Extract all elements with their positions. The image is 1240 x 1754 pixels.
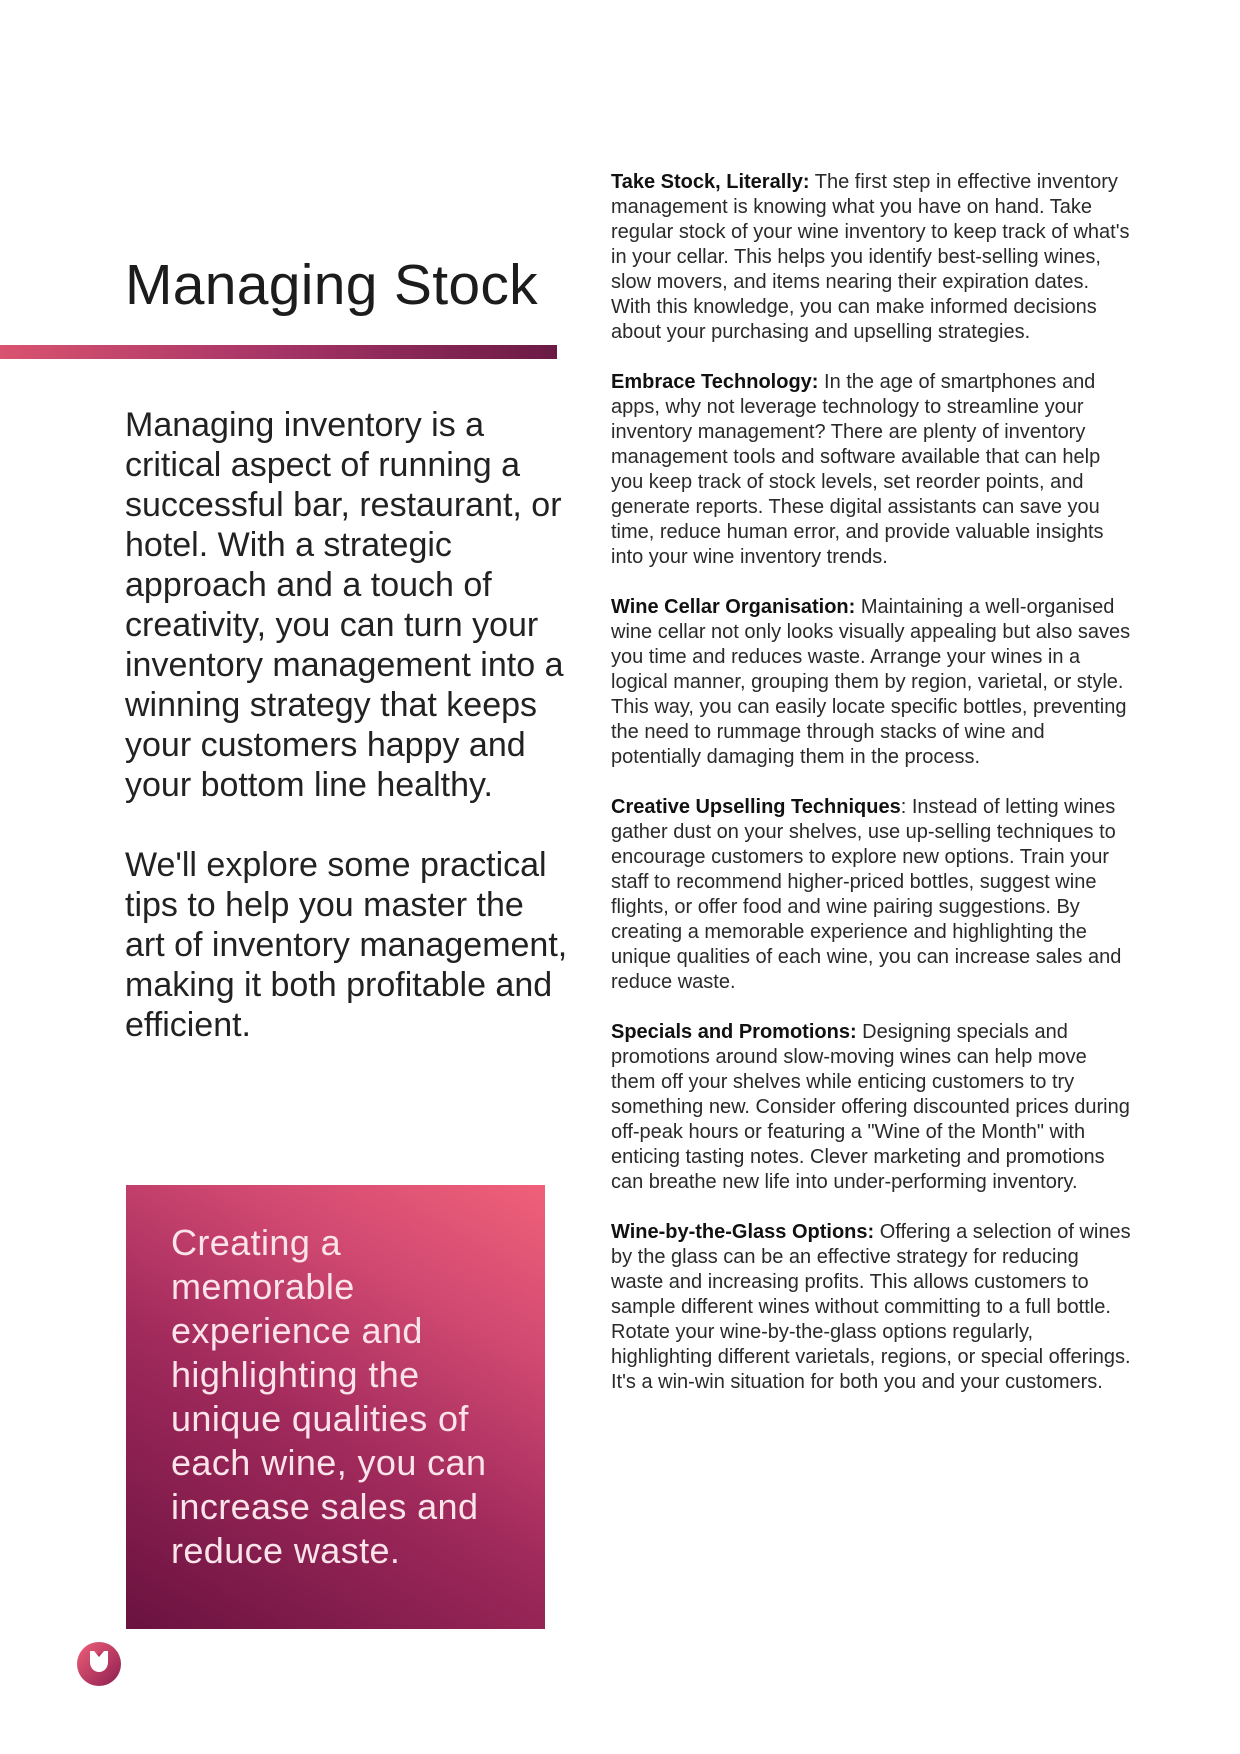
tip-section-technology (611, 370, 1131, 570)
intro-paragraph: We'll explore some practical tips to help you master the art of inventory management, making it both profitable and efficient. (125, 846, 568, 1044)
tip-section-by-the-glass (611, 1220, 1131, 1395)
tip-heading: Wine Cellar Organisation: (611, 596, 856, 618)
tip-body: Offering a selection of wines by the glass can be an effective strategy for reducing waste and increasing profits. This allows customers to sample different wines without committing to a full bottle. Rotate your wine-by-the-glass options regularly, highlighting different varietals, regions, or special offerings. It's a win-win situation for both you and your customers. (611, 1221, 1131, 1393)
title-underline-bar (0, 345, 557, 359)
tip-section-cellar-organisation (611, 595, 1131, 770)
tip-body: Designing specials and promotions around slow-moving wines can help move them off your shelves while enticing customers to try something new. Consider offering discounted prices during off-peak hours or featuring a "Wine of the Month" with enticing tasting notes. Clever marketing and promotions can breathe new life into under-performing inventory. (611, 1021, 1130, 1193)
tip-heading: Embrace Technology: (611, 371, 819, 393)
tip-body: Maintaining a well-organised wine cellar not only looks visually appealing but also saves you time and reduces waste. Arrange your wines in a logical manner, grouping them by region, varietal, or style. This way, you can easily locate specific bottles, preventing the need to rummage through stacks of wine and potentially damaging them in the process. (611, 596, 1131, 768)
tip-body: : Instead of letting wines gather dust on your shelves, use up-selling techniques to encourage customers to explore new options. Train your staff to recommend higher-priced bottles, suggest wine flights, or offer food and wine pairing suggestions. By creating a memorable experience and highlighting the unique qualities of each wine, you can increase sales and reduce waste. (611, 796, 1122, 993)
tip-heading: Creative Upselling Techniques (611, 796, 901, 818)
tip-heading: Specials and Promotions: (611, 1021, 857, 1043)
page-title: Managing Stock (125, 253, 538, 317)
wine-glass-logo-icon (75, 1640, 123, 1688)
tip-section-promotions (611, 1020, 1131, 1195)
tip-section-take-stock (611, 170, 1131, 345)
pull-quote-box (126, 1185, 545, 1629)
tip-body: In the age of smartphones and apps, why not leverage technology to streamline your inventory management? There are plenty of inventory management tools and software available that can help you keep track of stock levels, set reorder points, and generate reports. These digital assistants can save you time, reduce human error, and provide valuable insights into your wine inventory trends. (611, 371, 1104, 568)
intro-text (125, 405, 570, 1085)
tip-section-upselling (611, 795, 1131, 995)
tips-column (611, 170, 1131, 1420)
pull-quote-text: Creating a memorable experience and highlighting the unique qualities of each wine, you can increase sales and reduce waste. (171, 1222, 487, 1571)
tip-body: The first step in effective inventory management is knowing what you have on hand. Take regular stock of your wine inventory to keep track of what's in your cellar. This helps you identify best-selling wines, slow movers, and items nearing their expiration dates. With this knowledge, you can make informed decisions about your purchasing and upselling strategies. (611, 171, 1130, 343)
tip-heading: Wine-by-the-Glass Options: (611, 1221, 875, 1243)
tip-heading: Take Stock, Literally: (611, 171, 810, 193)
intro-paragraph: Managing inventory is a critical aspect of running a successful bar, restaurant, or hotel. With a strategic approach and a touch of creativity, you can turn your inventory management into a winning strategy that keeps your customers happy and your bottom line healthy. (125, 406, 564, 804)
